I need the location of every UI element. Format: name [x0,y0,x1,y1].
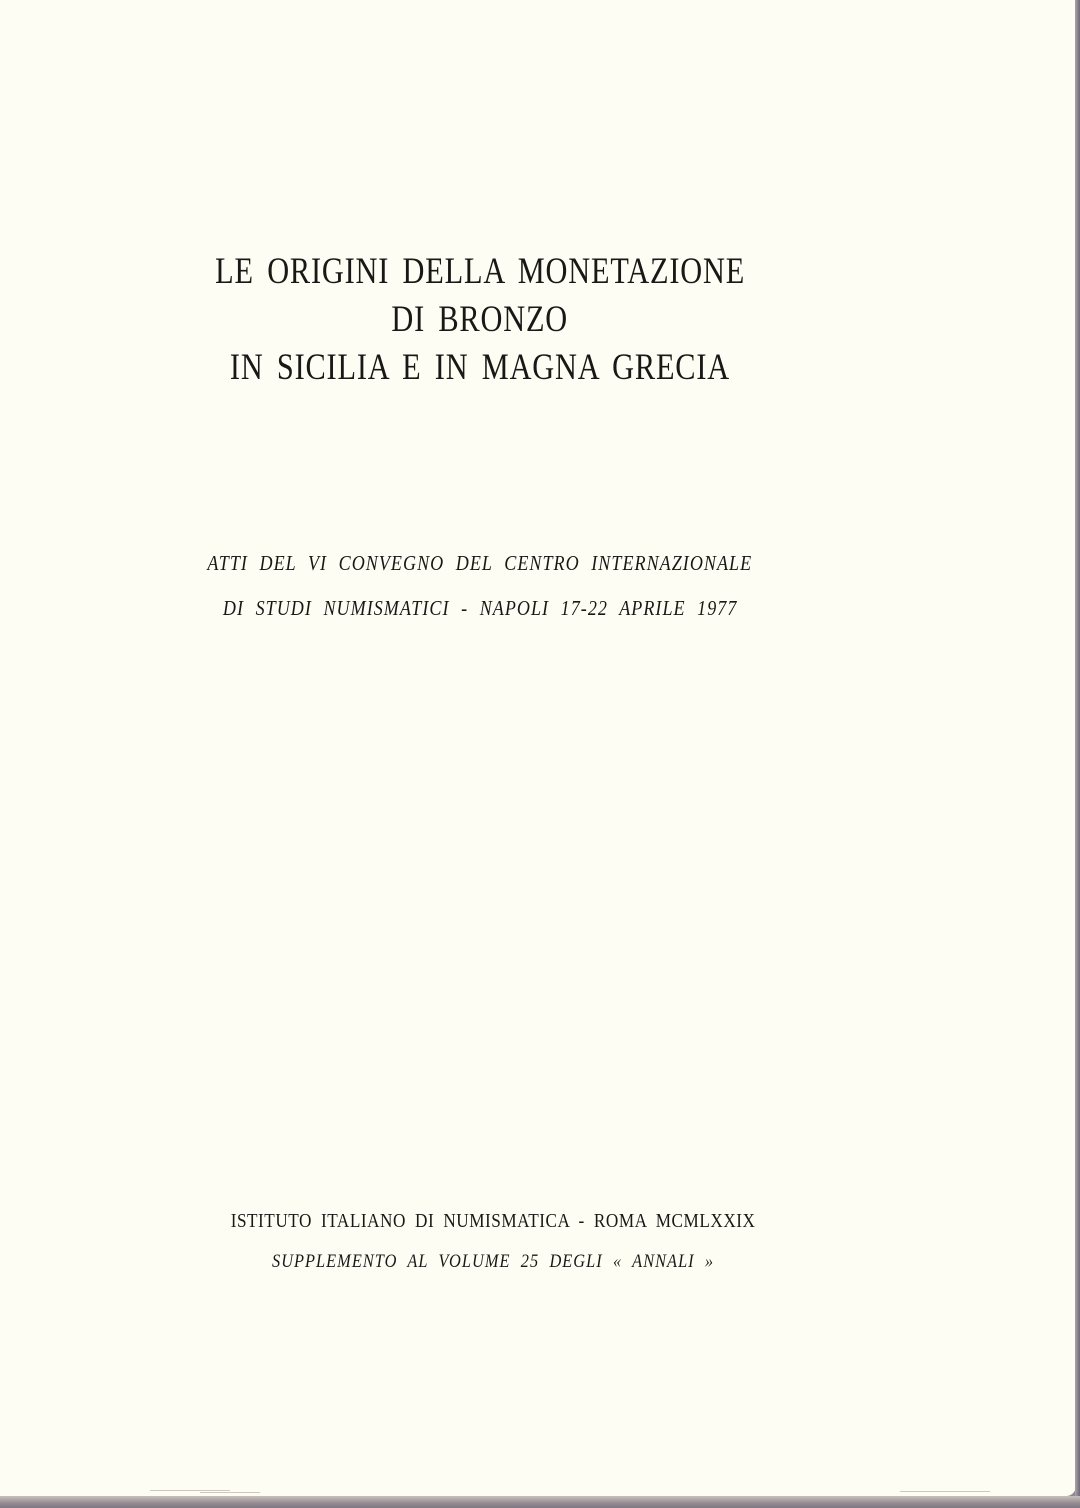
paper-smudge [900,1491,990,1492]
subtitle-line-2 [0,596,960,621]
title-line-1 [0,250,960,293]
title-line-3 [0,346,960,389]
title-line-3-text: IN SICILIA E IN MAGNA GRECIA [229,347,731,388]
page-right-edge [1075,0,1080,1508]
paper-smudge [200,1492,260,1493]
title-line-1-text: LE ORIGINI DELLA MONETAZIONE [215,251,745,292]
supplement-line [8,1251,978,1273]
title-line-2-text: DI BRONZO [391,299,569,340]
publisher-text: ISTITUTO ITALIANO DI NUMISMATICA - ROMA MCMLXXIX [230,1210,756,1232]
subtitle-line-1-text: ATTI DEL VI CONVEGNO DEL CENTRO INTERNAZIONALE [207,551,753,575]
paper-smudge [150,1490,230,1491]
title-line-2 [0,298,960,341]
supplement-text: SUPPLEMENTO AL VOLUME 25 DEGLI « ANNALI » [271,1251,715,1272]
publisher-line [8,1210,978,1233]
page-bottom-edge [0,1496,1080,1508]
subtitle-line-2-text: DI STUDI NUMISMATICI - NAPOLI 17-22 APRILE 1977 [222,596,738,620]
subtitle-line-1 [0,551,960,576]
